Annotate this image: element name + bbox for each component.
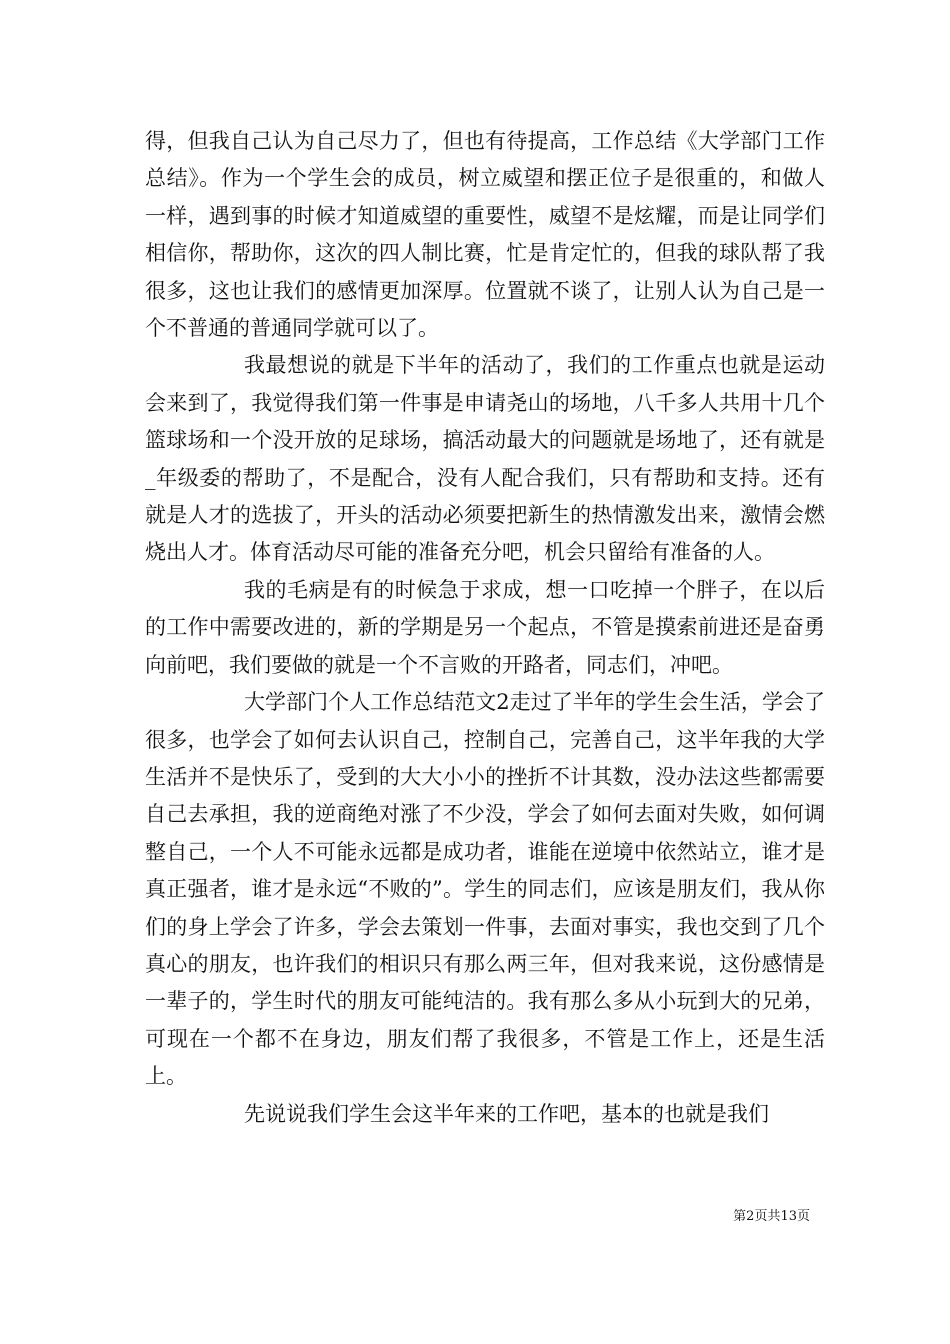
page-number-footer: 第2页共13页 (733, 1209, 810, 1224)
paragraph-2: 我最想说的就是下半年的活动了，我们的工作重点也就是运动会来到了，我觉得我们第一件事是申请尧山的场地，八千多人共用十几个篮球场和一个没开放的足球场，搞活动最大的问题就是场地了，还有就是_年级委的帮助了，不是配合，没有人配合我们，只有帮助和支持。还有就是人才的选拔了，开头的活动必须要把新生的热情激发出来，激情会燃烧出人才。体育活动尽可能的准备充分吧，机会只留给有准备的人。 (145, 353, 825, 565)
paragraph-1: 得，但我自己认为自己尽力了，但也有待提高，工作总结《大学部门工作总结》。作为一个学生会的成员，树立威望和摆正位子是很重的，和做人一样，遇到事的时候才知道威望的重要性，威望不是炫耀，而是让同学们相信你，帮助你，这次的四人制比赛，忙是肯定忙的，但我的球队帮了我很多，这也让我们的感情更加深厚。位置就不谈了，让别人认为自己是一个不普通的普通同学就可以了。 (145, 129, 825, 341)
paragraph-4: 大学部门个人工作总结范文2走过了半年的学生会生活，学会了很多，也学会了如何去认识自己，控制自己，完善自己，这半年我的大学生活并不是快乐了，受到的大大小小的挫折不计其数，没办法这些都需要自己去承担，我的逆商绝对涨了不少没，学会了如何去面对失败，如何调整自己，一个人不可能永远都是成功者，谁能在逆境中依然站立，谁才是真正强者，谁才是永远“不败的”。学生的同志们，应该是朋友们，我从你们的身上学会了许多，学会去策划一件事，去面对事实，我也交到了几个真心的朋友，也许我们的相识只有那么两三年，但对我来说，这份感情是一辈子的，学生时代的朋友可能纯洁的。我有那么多从小玩到大的兄弟，可现在一个都不在身边，朋友们帮了我很多，不管是工作上，还是生活上。 (145, 690, 825, 1089)
paragraph-3: 我的毛病是有的时候急于求成，想一口吃掉一个胖子，在以后的工作中需要改进的，新的学期是另一个起点，不管是摸索前进还是奋勇向前吧，我们要做的就是一个不言败的开路者，同志们，冲吧。 (145, 577, 825, 677)
paragraph-5: 先说说我们学生会这半年来的工作吧，基本的也就是我们 (244, 1101, 769, 1126)
document-body (145, 123, 825, 1133)
